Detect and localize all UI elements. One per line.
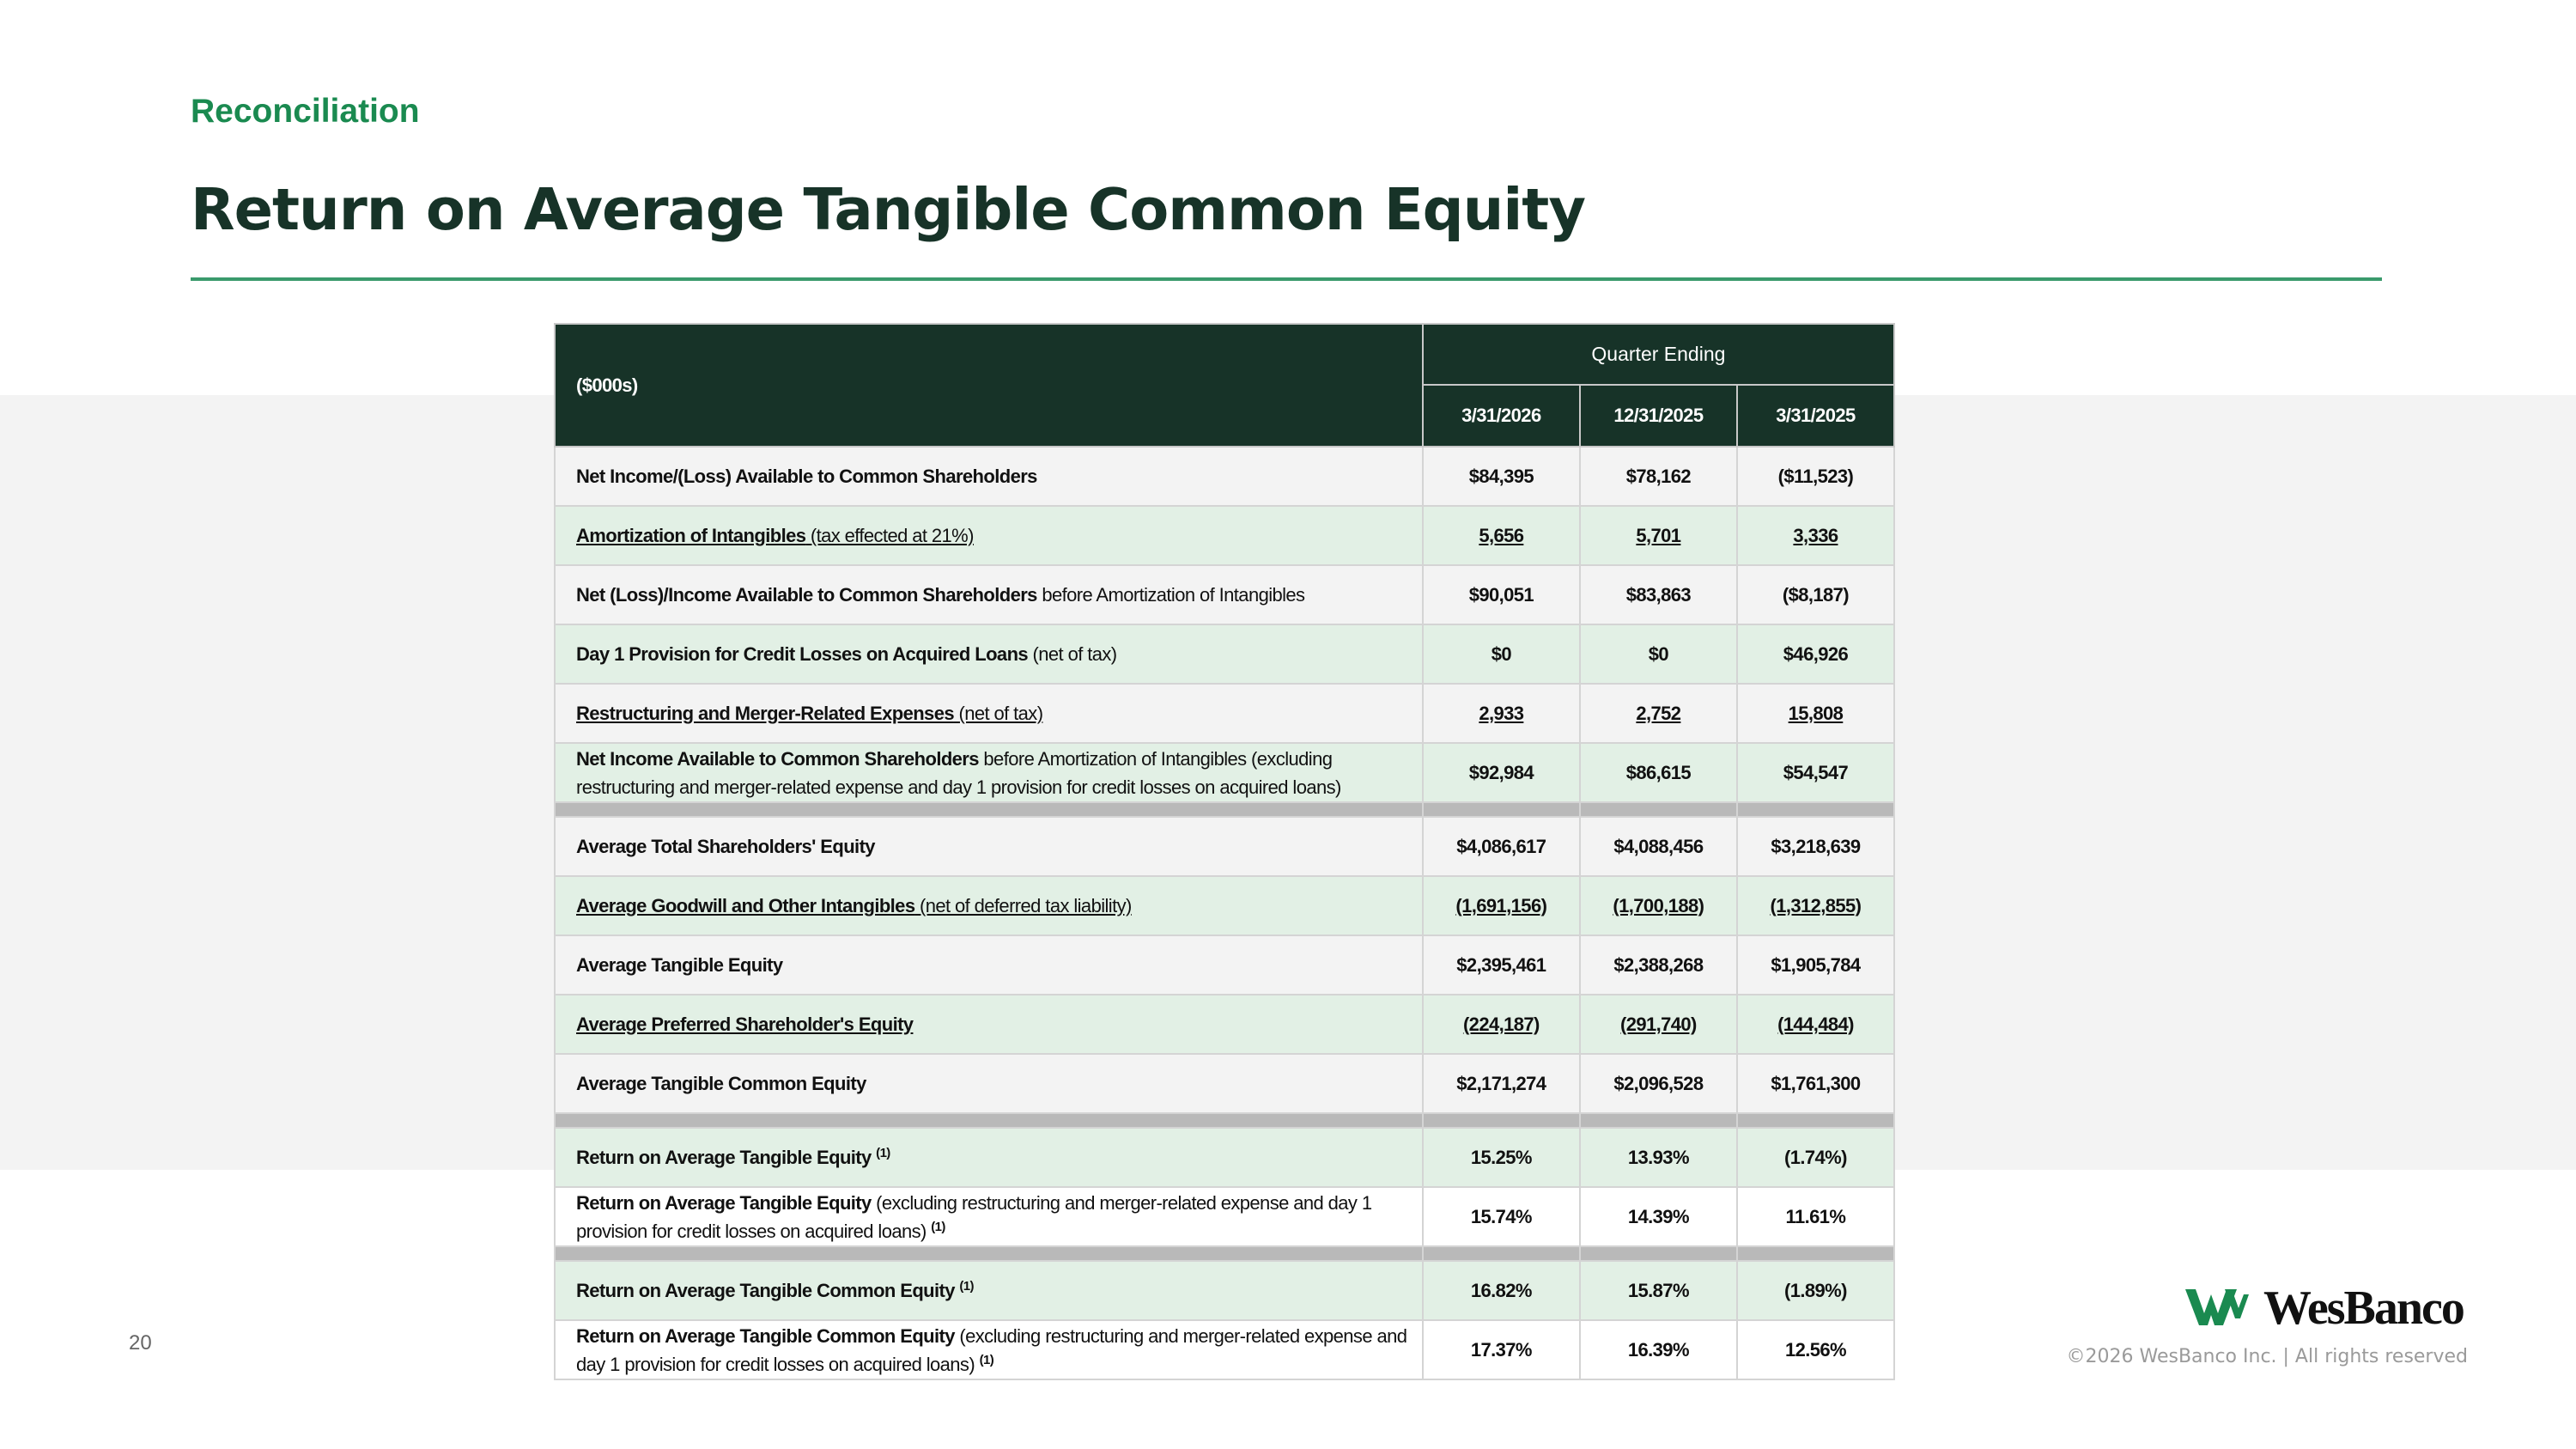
value-text: 14.39% bbox=[1627, 1205, 1689, 1227]
value-text: $46,926 bbox=[1783, 642, 1849, 665]
value-text: 12.56% bbox=[1784, 1338, 1846, 1361]
value-text: (291,740) bbox=[1620, 1013, 1697, 1035]
value-text: $78,162 bbox=[1625, 465, 1692, 487]
row-label bbox=[555, 1128, 1423, 1187]
value-text: (1.74%) bbox=[1784, 1146, 1847, 1168]
row-label bbox=[555, 1261, 1423, 1320]
row-label-qualifier: before Amortization of Intangibles bbox=[1036, 584, 1305, 606]
value-text: $1,761,300 bbox=[1771, 1072, 1861, 1094]
separator-cell bbox=[1737, 1113, 1894, 1128]
row-label-bold: Return on Average Tangible Equity bbox=[576, 1147, 872, 1168]
value-cell bbox=[1580, 624, 1737, 684]
value-cell bbox=[1737, 624, 1894, 684]
value-cell bbox=[1423, 565, 1580, 624]
value-cell bbox=[1423, 876, 1580, 935]
value-cell bbox=[1423, 935, 1580, 995]
value-text: $0 bbox=[1491, 642, 1511, 665]
separator-cell bbox=[555, 1113, 1423, 1128]
value-cell bbox=[1580, 995, 1737, 1054]
logo-wordmark: WesBanco bbox=[2263, 1282, 2464, 1335]
value-text: $83,863 bbox=[1625, 583, 1692, 606]
value-cell bbox=[1737, 1320, 1894, 1379]
table-row bbox=[555, 1187, 1894, 1246]
value-cell bbox=[1423, 1261, 1580, 1320]
value-cell bbox=[1737, 1187, 1894, 1246]
row-label-bold: Net Income Available to Common Shareholders bbox=[576, 747, 979, 770]
value-cell bbox=[1580, 1128, 1737, 1187]
row-label bbox=[555, 1187, 1423, 1246]
value-text: 2,752 bbox=[1636, 702, 1681, 724]
value-text: $1,905,784 bbox=[1771, 953, 1861, 976]
page-number: 20 bbox=[129, 1331, 152, 1355]
row-label-qualifier: (tax effected at 21%) bbox=[805, 525, 974, 546]
row-label bbox=[555, 506, 1423, 565]
value-cell bbox=[1580, 935, 1737, 995]
row-label bbox=[555, 743, 1423, 802]
copyright-text: ©2026 WesBanco Inc. | All rights reserved bbox=[2066, 1346, 2468, 1367]
page-title: Return on Average Tangible Common Equity bbox=[191, 176, 1586, 243]
column-header-date: 12/31/2025 bbox=[1580, 385, 1737, 447]
value-cell bbox=[1580, 684, 1737, 743]
value-text: $86,615 bbox=[1625, 761, 1692, 783]
table-row bbox=[555, 876, 1894, 935]
row-label-bold: Average Tangible Common Equity bbox=[576, 1073, 866, 1094]
separator-row bbox=[555, 802, 1894, 817]
row-label-qualifier: (net of tax) bbox=[953, 703, 1043, 724]
footnote-marker: (1) bbox=[876, 1146, 890, 1160]
value-text: $3,218,639 bbox=[1771, 835, 1861, 857]
separator-cell bbox=[1423, 1246, 1580, 1261]
value-cell bbox=[1580, 447, 1737, 506]
table-header-row bbox=[555, 324, 1894, 385]
value-text: (224,187) bbox=[1462, 1013, 1540, 1035]
value-text: ($11,523) bbox=[1777, 465, 1854, 487]
value-cell bbox=[1423, 684, 1580, 743]
value-cell bbox=[1423, 817, 1580, 876]
footnote-marker: (1) bbox=[931, 1219, 945, 1234]
table-row bbox=[555, 447, 1894, 506]
row-label bbox=[555, 817, 1423, 876]
value-text: $92,984 bbox=[1468, 761, 1534, 783]
column-header-date: 3/31/2026 bbox=[1423, 385, 1580, 447]
value-text: $90,051 bbox=[1468, 583, 1534, 606]
value-cell bbox=[1580, 1187, 1737, 1246]
value-cell bbox=[1737, 1128, 1894, 1187]
value-cell bbox=[1737, 817, 1894, 876]
separator-cell bbox=[555, 802, 1423, 817]
value-cell bbox=[1737, 565, 1894, 624]
table-row bbox=[555, 506, 1894, 565]
row-label bbox=[555, 565, 1423, 624]
row-label-bold: Return on Average Tangible Equity bbox=[576, 1191, 872, 1214]
value-cell bbox=[1423, 1054, 1580, 1113]
row-label bbox=[555, 684, 1423, 743]
row-label bbox=[555, 876, 1423, 935]
separator-cell bbox=[1423, 1113, 1580, 1128]
row-label-qualifier: (excluding restructuring and merger-related expense and day 1 provision for credit losses on acquired loans) bbox=[576, 1191, 1372, 1242]
table-row bbox=[555, 935, 1894, 995]
separator-cell bbox=[1580, 1113, 1737, 1128]
value-cell bbox=[1580, 1320, 1737, 1379]
row-label-bold: Return on Average Tangible Common Equity bbox=[576, 1324, 955, 1347]
value-text: 2,933 bbox=[1479, 702, 1524, 724]
value-cell bbox=[1737, 935, 1894, 995]
value-text: $4,088,456 bbox=[1613, 835, 1704, 857]
wesbanco-w-icon bbox=[2185, 1284, 2249, 1329]
value-text: (1,700,188) bbox=[1613, 894, 1704, 916]
separator-cell bbox=[1737, 1246, 1894, 1261]
row-label-bold: Net (Loss)/Income Available to Common Shareholders bbox=[576, 584, 1037, 606]
footnote-marker: (1) bbox=[979, 1352, 994, 1367]
table-row bbox=[555, 1320, 1894, 1379]
value-text: $54,547 bbox=[1783, 761, 1849, 783]
value-text: $4,086,617 bbox=[1456, 835, 1546, 857]
value-cell bbox=[1580, 1261, 1737, 1320]
row-label-bold: Average Total Shareholders' Equity bbox=[576, 836, 875, 857]
title-divider bbox=[191, 277, 2382, 281]
table-row bbox=[555, 1054, 1894, 1113]
value-cell bbox=[1580, 565, 1737, 624]
value-cell bbox=[1737, 743, 1894, 802]
value-text: $2,395,461 bbox=[1456, 953, 1546, 976]
row-label bbox=[555, 995, 1423, 1054]
value-text: $0 bbox=[1648, 642, 1669, 665]
value-cell bbox=[1423, 995, 1580, 1054]
row-label-bold: Average Goodwill and Other Intangibles bbox=[576, 895, 915, 916]
reconciliation-table bbox=[554, 323, 1895, 1380]
value-cell bbox=[1737, 684, 1894, 743]
value-text: $2,388,268 bbox=[1613, 953, 1704, 976]
table-row bbox=[555, 995, 1894, 1054]
footnote-marker: (1) bbox=[959, 1279, 974, 1294]
value-cell bbox=[1423, 1128, 1580, 1187]
row-label bbox=[555, 447, 1423, 506]
table-row bbox=[555, 565, 1894, 624]
value-cell bbox=[1423, 624, 1580, 684]
row-label-qualifier: (net of tax) bbox=[1028, 643, 1117, 665]
value-text: 3,336 bbox=[1793, 524, 1838, 546]
value-cell bbox=[1580, 876, 1737, 935]
row-label-bold: Amortization of Intangibles bbox=[576, 525, 806, 546]
value-text: $2,171,274 bbox=[1456, 1072, 1546, 1094]
table-row bbox=[555, 817, 1894, 876]
value-cell bbox=[1423, 1187, 1580, 1246]
row-label-bold: Return on Average Tangible Common Equity bbox=[576, 1280, 955, 1301]
value-cell bbox=[1423, 447, 1580, 506]
separator-cell bbox=[1737, 802, 1894, 817]
separator-cell bbox=[1580, 1246, 1737, 1261]
value-text: $84,395 bbox=[1468, 465, 1534, 487]
value-cell bbox=[1580, 506, 1737, 565]
value-cell bbox=[1423, 1320, 1580, 1379]
value-text: 17.37% bbox=[1470, 1338, 1532, 1361]
row-label-bold: Average Tangible Equity bbox=[576, 954, 783, 976]
value-cell bbox=[1737, 447, 1894, 506]
column-header-date: 3/31/2025 bbox=[1737, 385, 1894, 447]
table-body bbox=[555, 447, 1894, 1379]
value-cell bbox=[1737, 876, 1894, 935]
value-text: 15.74% bbox=[1470, 1205, 1532, 1227]
value-text: 11.61% bbox=[1785, 1205, 1846, 1227]
value-text: (1,312,855) bbox=[1770, 894, 1862, 916]
quarter-ending-header: Quarter Ending bbox=[1423, 324, 1894, 385]
value-text: 15.25% bbox=[1470, 1146, 1532, 1168]
value-cell bbox=[1580, 817, 1737, 876]
value-text: 15,808 bbox=[1788, 702, 1844, 724]
table-row bbox=[555, 743, 1894, 802]
value-cell bbox=[1580, 1054, 1737, 1113]
row-label bbox=[555, 935, 1423, 995]
row-label-qualifier: (net of deferred tax liability) bbox=[914, 895, 1132, 916]
value-text: (144,484) bbox=[1777, 1013, 1854, 1035]
row-label bbox=[555, 624, 1423, 684]
value-text: 16.39% bbox=[1627, 1338, 1689, 1361]
value-text: 5,656 bbox=[1479, 524, 1524, 546]
row-label-qualifier: (excluding restructuring and merger-related expense and day 1 provision for credit losses on acquired loans) bbox=[576, 1324, 1407, 1375]
table-row bbox=[555, 624, 1894, 684]
value-cell bbox=[1737, 1054, 1894, 1113]
value-text: 5,701 bbox=[1636, 524, 1681, 546]
value-text: 16.82% bbox=[1470, 1279, 1532, 1301]
value-text: 13.93% bbox=[1627, 1146, 1689, 1168]
units-header: ($000s) bbox=[555, 324, 1423, 447]
table-row bbox=[555, 684, 1894, 743]
row-label bbox=[555, 1320, 1423, 1379]
value-text: $2,096,528 bbox=[1613, 1072, 1704, 1094]
row-label-bold: Average Preferred Shareholder's Equity bbox=[576, 1014, 914, 1035]
row-label-bold: Restructuring and Merger-Related Expenses bbox=[576, 703, 954, 724]
value-text: 15.87% bbox=[1627, 1279, 1689, 1301]
separator-cell bbox=[555, 1246, 1423, 1261]
table-row bbox=[555, 1261, 1894, 1320]
value-cell bbox=[1737, 1261, 1894, 1320]
separator-row bbox=[555, 1246, 1894, 1261]
value-cell bbox=[1423, 506, 1580, 565]
row-label bbox=[555, 1054, 1423, 1113]
value-text: ($8,187) bbox=[1782, 583, 1850, 606]
value-text: (1,691,156) bbox=[1455, 894, 1547, 916]
separator-cell bbox=[1423, 802, 1580, 817]
wesbanco-logo bbox=[2185, 1284, 2469, 1336]
value-cell bbox=[1580, 743, 1737, 802]
separator-cell bbox=[1580, 802, 1737, 817]
section-kicker: Reconciliation bbox=[191, 93, 420, 130]
row-label-bold: Day 1 Provision for Credit Losses on Acquired Loans bbox=[576, 643, 1029, 665]
row-label-bold: Net Income/(Loss) Available to Common Shareholders bbox=[576, 466, 1037, 487]
value-cell bbox=[1423, 743, 1580, 802]
value-cell bbox=[1737, 506, 1894, 565]
table-row bbox=[555, 1128, 1894, 1187]
value-cell bbox=[1737, 995, 1894, 1054]
value-text: (1.89%) bbox=[1784, 1279, 1847, 1301]
separator-row bbox=[555, 1113, 1894, 1128]
row-label-qualifier: before Amortization of Intangibles (excluding restructuring and merger-related expense and day 1 provision for credit losses on acquired loans) bbox=[576, 747, 1341, 798]
